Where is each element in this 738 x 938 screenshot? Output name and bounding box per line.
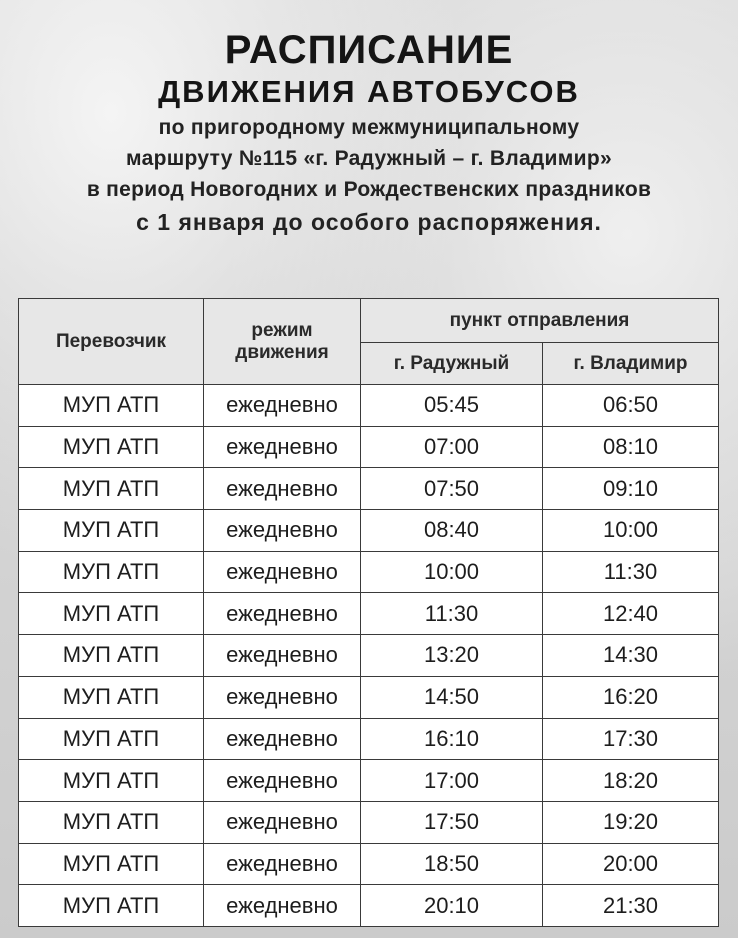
departure-raduzhny-cell: 07:50 (361, 468, 543, 510)
departure-vladimir-cell: 19:20 (543, 801, 719, 843)
departure-vladimir-cell: 09:10 (543, 468, 719, 510)
carrier-cell: МУП АТП (19, 426, 204, 468)
timetable (18, 298, 719, 927)
carrier-cell: МУП АТП (19, 676, 204, 718)
departure-vladimir-cell: 14:30 (543, 635, 719, 677)
departure-raduzhny-cell: 10:00 (361, 551, 543, 593)
departure-raduzhny-cell: 11:30 (361, 593, 543, 635)
departure-raduzhny-cell: 16:10 (361, 718, 543, 760)
header-carrier: Перевозчик (19, 299, 204, 385)
table-row (19, 426, 719, 468)
departure-raduzhny-cell: 05:45 (361, 385, 543, 427)
mode-cell: ежедневно (204, 510, 361, 552)
departure-raduzhny-cell: 14:50 (361, 676, 543, 718)
carrier-cell: МУП АТП (19, 468, 204, 510)
carrier-cell: МУП АТП (19, 760, 204, 802)
departure-vladimir-cell: 20:00 (543, 843, 719, 885)
departure-raduzhny-cell: 08:40 (361, 510, 543, 552)
mode-cell: ежедневно (204, 676, 361, 718)
subtitle-route-name: маршруту №115 «г. Радужный – г. Владимир» (126, 147, 612, 170)
mode-cell: ежедневно (204, 551, 361, 593)
mode-cell: ежедневно (204, 426, 361, 468)
departure-raduzhny-cell: 17:00 (361, 760, 543, 802)
departure-vladimir-cell: 17:30 (543, 718, 719, 760)
table-row (19, 551, 719, 593)
table-row (19, 510, 719, 552)
departure-vladimir-cell: 16:20 (543, 676, 719, 718)
departure-vladimir-cell: 11:30 (543, 551, 719, 593)
header-mode: режим движения (204, 299, 361, 385)
departure-vladimir-cell: 06:50 (543, 385, 719, 427)
departure-vladimir-cell: 10:00 (543, 510, 719, 552)
table-row (19, 760, 719, 802)
mode-cell: ежедневно (204, 468, 361, 510)
schedule-header (0, 0, 738, 239)
departure-vladimir-cell: 12:40 (543, 593, 719, 635)
subtitle-period: в период Новогодних и Рождественских праздников (86, 178, 652, 201)
page-title: РАСПИСАНИЕ (224, 28, 514, 72)
header-from-vladimir: г. Владимир (543, 343, 719, 385)
departure-raduzhny-cell: 07:00 (361, 426, 543, 468)
carrier-cell: МУП АТП (19, 801, 204, 843)
table-row (19, 885, 719, 927)
mode-cell: ежедневно (204, 385, 361, 427)
page-title-secondary: ДВИЖЕНИЯ АВТОБУСОВ (158, 74, 580, 109)
departure-raduzhny-cell: 17:50 (361, 801, 543, 843)
mode-cell: ежедневно (204, 760, 361, 802)
subtitle-validity: с 1 января до особого распоряжения. (136, 209, 602, 235)
table-row (19, 468, 719, 510)
carrier-cell: МУП АТП (19, 551, 204, 593)
header-from-raduzhny: г. Радужный (361, 343, 543, 385)
table-row (19, 593, 719, 635)
mode-cell: ежедневно (204, 801, 361, 843)
mode-cell: ежедневно (204, 885, 361, 927)
subtitle-route-type: по пригородному межмуниципальному (158, 116, 580, 139)
table-row (19, 843, 719, 885)
timetable-body (19, 385, 719, 927)
departure-raduzhny-cell: 20:10 (361, 885, 543, 927)
header-departure: пункт отправления (361, 299, 719, 343)
table-row (19, 801, 719, 843)
mode-cell: ежедневно (204, 593, 361, 635)
carrier-cell: МУП АТП (19, 718, 204, 760)
carrier-cell: МУП АТП (19, 593, 204, 635)
carrier-cell: МУП АТП (19, 885, 204, 927)
departure-vladimir-cell: 18:20 (543, 760, 719, 802)
mode-cell: ежедневно (204, 635, 361, 677)
departure-raduzhny-cell: 18:50 (361, 843, 543, 885)
table-row (19, 385, 719, 427)
carrier-cell: МУП АТП (19, 385, 204, 427)
mode-cell: ежедневно (204, 718, 361, 760)
departure-raduzhny-cell: 13:20 (361, 635, 543, 677)
table-row (19, 718, 719, 760)
carrier-cell: МУП АТП (19, 843, 204, 885)
departure-vladimir-cell: 08:10 (543, 426, 719, 468)
departure-vladimir-cell: 21:30 (543, 885, 719, 927)
table-row (19, 676, 719, 718)
mode-cell: ежедневно (204, 843, 361, 885)
carrier-cell: МУП АТП (19, 635, 204, 677)
table-row (19, 635, 719, 677)
carrier-cell: МУП АТП (19, 510, 204, 552)
